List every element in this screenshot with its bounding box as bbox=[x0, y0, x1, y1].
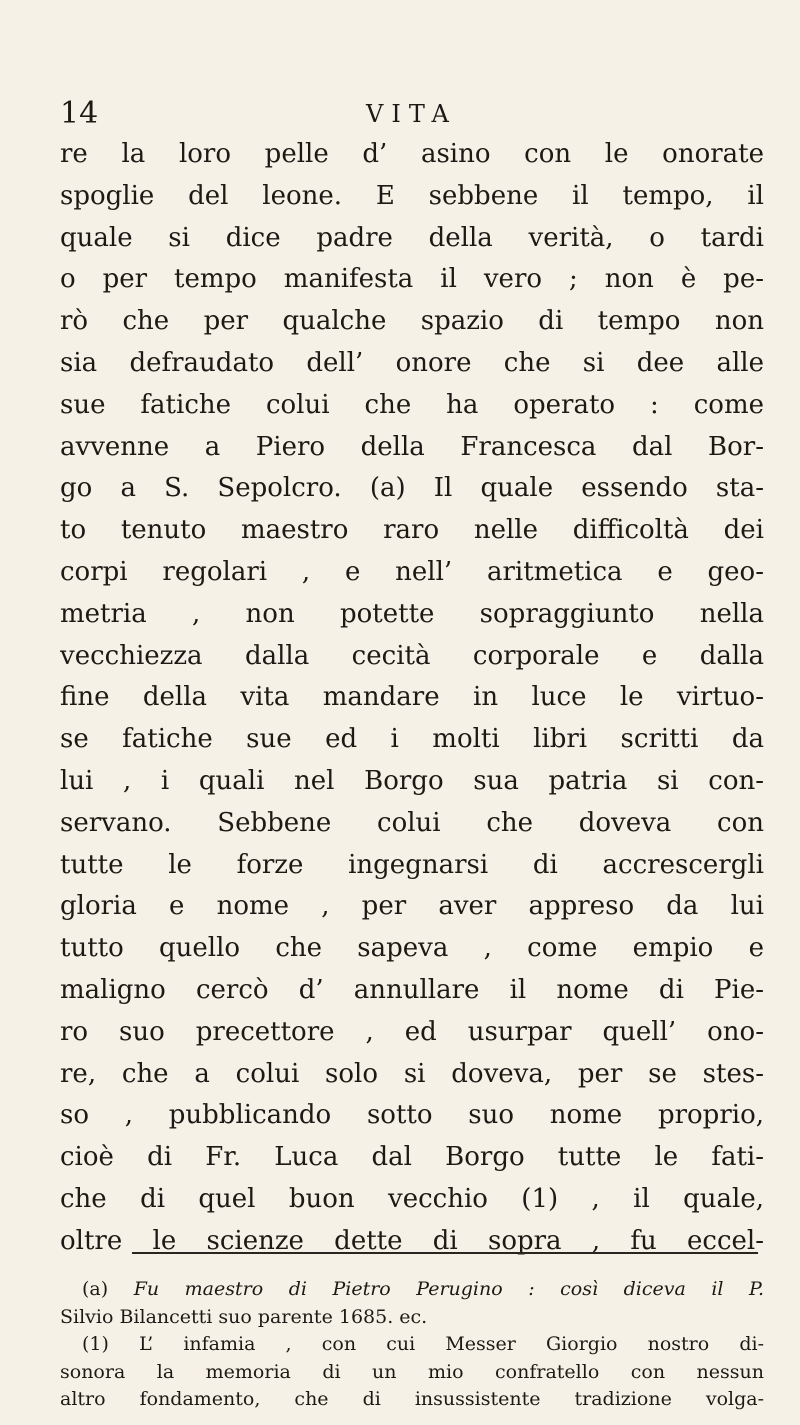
text-line: vecchiezza dalla cecità corporale e dalla bbox=[60, 640, 764, 671]
text-line: servano. Sebbene colui che doveva con bbox=[60, 807, 764, 838]
text-line: rò che per qualche spazio di tempo non bbox=[60, 306, 764, 337]
text-line: re, che a colui solo si doveva, per se stes- bbox=[60, 1058, 764, 1089]
text-line: avvenne a Piero della Francesca dal Bor- bbox=[60, 431, 764, 462]
footnote-a-mark: (a) bbox=[82, 1278, 109, 1300]
text-line: che di quel buon vecchio (1) , il quale, bbox=[60, 1183, 764, 1214]
text-line: maligno cercò d’ annullare il nome di Pie- bbox=[60, 974, 764, 1005]
text-line: spoglie del leone. E sebbene il tempo, il bbox=[60, 180, 764, 211]
text-line: re la loro pelle d’ asino con le onorate bbox=[60, 139, 764, 169]
footnote-rule bbox=[132, 1252, 758, 1254]
footnote-1-line: (1) L’ infamia , con cui Messer Giorgio nostro di- bbox=[82, 1333, 764, 1355]
body-text bbox=[60, 134, 764, 1263]
footnote-1-line: altro fondamento, che di insussistente tradizione volga- bbox=[60, 1388, 764, 1410]
text-line: sia defraudato dell’ onore che si dee alle bbox=[60, 347, 764, 378]
footnote-1-line: sonora la memoria di un mio confratello con nessun bbox=[60, 1360, 764, 1383]
text-line: corpi regolari , e nell’ aritmetica e geo- bbox=[60, 556, 764, 587]
text-line: fine della vita mandare in luce le virtuo- bbox=[60, 682, 764, 713]
text-line: quale si dice padre della verità, o tardi bbox=[60, 222, 764, 253]
text-line: metria , non potette sopraggiunto nella bbox=[60, 598, 764, 629]
text-line: cioè di Fr. Luca dal Borgo tutte le fati- bbox=[60, 1142, 764, 1173]
footnotes bbox=[60, 1276, 764, 1414]
text-line: ro suo precettore , ed usurpar quell’ ono- bbox=[60, 1016, 764, 1047]
text-line: lui , i quali nel Borgo sua patria si con- bbox=[60, 765, 764, 796]
page-number: 14 bbox=[60, 96, 99, 131]
text-line: tutto quello che sapeva , come empio e bbox=[60, 933, 764, 964]
text-line: sue fatiche colui che ha operato : come bbox=[60, 389, 764, 420]
running-head bbox=[60, 94, 750, 134]
text-line: gloria e nome , per aver appreso da lui bbox=[60, 891, 764, 922]
text-line: oltre le scienze dette di sopra , fu eccel- bbox=[60, 1225, 764, 1256]
text-line: go a S. Sepolcro. (a) Il quale essendo sta- bbox=[60, 473, 764, 504]
footnote-a-text: Fu maestro di Pietro Perugino : così diceva il P. bbox=[133, 1278, 764, 1300]
text-line: se fatiche sue ed i molti libri scritti da bbox=[60, 724, 764, 755]
text-line: o per tempo manifesta il vero ; non è pe- bbox=[60, 264, 764, 295]
text-line: to tenuto maestro raro nelle difficoltà dei bbox=[60, 515, 764, 546]
text-line: tutte le forze ingegnarsi di accrescergli bbox=[60, 849, 764, 880]
running-title: VITA bbox=[366, 100, 457, 128]
footnote-a-line: Silvio Bilancetti suo parente 1685. ec. bbox=[60, 1305, 428, 1328]
text-line: so , pubblicando sotto suo nome proprio, bbox=[60, 1100, 764, 1131]
footnote-a-line bbox=[60, 1276, 764, 1304]
